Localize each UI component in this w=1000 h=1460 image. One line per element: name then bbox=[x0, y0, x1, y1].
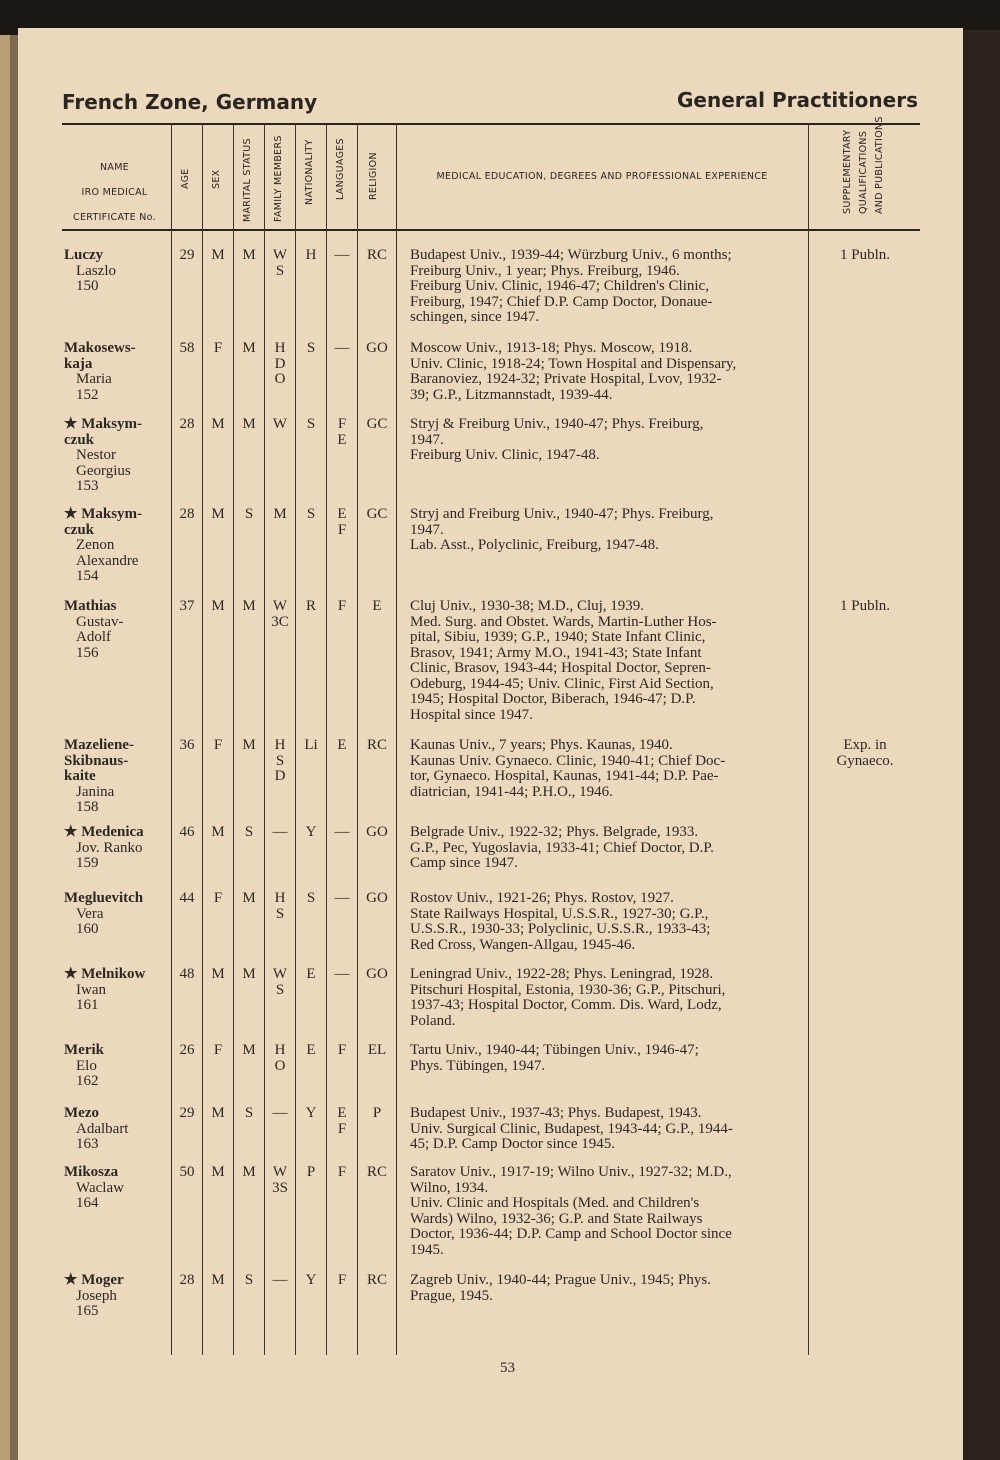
entry-nat: E bbox=[306, 966, 316, 982]
col-nationality: NATIONALITY bbox=[304, 139, 315, 205]
entry-age: 28 bbox=[179, 416, 195, 432]
entry-cert-no: 158 bbox=[76, 799, 99, 815]
col-family: FAMILY MEMBERS bbox=[273, 135, 284, 222]
col-supp3: AND PUBLICATIONS bbox=[874, 116, 885, 214]
entry-nat: R bbox=[305, 598, 316, 614]
entry-nat: Y bbox=[305, 1272, 317, 1288]
entry-education: Belgrade Univ., 1922-32; Phys. Belgrade, 1933. G.P., Pec, Yugoslavia, 1933-41; Chief Doctor, D.P. Camp since 1947. bbox=[410, 824, 714, 871]
entry-family: H S bbox=[274, 890, 286, 922]
entry-cert-no: 164 bbox=[76, 1195, 99, 1211]
entry-surname: Mathias bbox=[64, 598, 117, 614]
entry-given-name: Elo bbox=[76, 1057, 97, 1074]
col-name-line1: NAME bbox=[99, 162, 129, 173]
entry-age: 28 bbox=[179, 506, 195, 522]
entry-nat: E bbox=[306, 1042, 316, 1058]
book-spine bbox=[0, 35, 10, 1460]
entry-family: W S bbox=[272, 966, 288, 998]
entry-surname: Mezo bbox=[64, 1105, 99, 1121]
entry-name bbox=[64, 1273, 174, 1320]
entry-given-name: Iwan bbox=[76, 981, 106, 998]
entry-name bbox=[64, 1043, 174, 1090]
entry-education: Stryj and Freiburg Univ., 1940-47; Phys. Freiburg, 1947. Lab. Asst., Polyclinic, Freiburg, 1947-48. bbox=[410, 506, 714, 553]
entry-lang: — bbox=[334, 824, 350, 840]
entry-family: W bbox=[272, 416, 288, 432]
col-supp1: SUPPLEMENTARY bbox=[842, 129, 853, 214]
header-rule-top bbox=[62, 123, 920, 125]
entry-nat: P bbox=[306, 1164, 316, 1180]
entry-given-name: Maria bbox=[76, 371, 112, 387]
entry-education: Budapest Univ., 1939-44; Würzburg Univ., 6 months; Freiburg Univ., 1 year; Phys. Freiburg, 1946. Freiburg Univ. Clinic, 1946-47; Children's Clinic, Freiburg, 1947; Chief D.P. Camp Doctor, Donaue- schingen, since 1947. bbox=[410, 247, 732, 325]
category-title: General Practitioners bbox=[677, 88, 918, 112]
entry-name bbox=[64, 248, 174, 295]
entry-education: Budapest Univ., 1937-43; Phys. Budapest, 1943. Univ. Surgical Clinic, Budapest, 1943-44; G.P., 1944- 45; D.P. Camp Doctor since 1945. bbox=[410, 1105, 733, 1152]
entry-age: 50 bbox=[179, 1164, 195, 1180]
entry-age: 29 bbox=[179, 247, 195, 263]
entry-cert-no: 163 bbox=[76, 1136, 99, 1152]
entry-name bbox=[64, 1106, 174, 1153]
entry-marital: M bbox=[242, 247, 256, 263]
col-religion: RELIGION bbox=[368, 152, 379, 200]
entry-surname: Makosews- kaja bbox=[64, 340, 136, 372]
entry-name bbox=[64, 967, 174, 1014]
entry-lang: E F bbox=[337, 506, 347, 538]
entry-rel: P bbox=[372, 1105, 382, 1121]
col-name bbox=[62, 155, 167, 230]
entry-cert-no: 162 bbox=[76, 1073, 99, 1089]
entry-sex: F bbox=[213, 340, 223, 356]
entry-rel: GO bbox=[366, 890, 388, 906]
col-education: MEDICAL EDUCATION, DEGREES AND PROFESSIONAL EXPERIENCE bbox=[436, 171, 768, 182]
entry-supplementary: Exp. in Gynaeco. bbox=[836, 737, 894, 769]
entry-education: Rostov Univ., 1921-26; Phys. Rostov, 1927. State Railways Hospital, U.S.S.R., 1927-30; G.P., U.S.S.R., 1930-33; Polyclinic, U.S.S.R., 1933-43; Red Cross, Wangen-Allgau, 1945-46. bbox=[410, 890, 711, 953]
col-divider bbox=[396, 125, 397, 1355]
book-spine-shadow bbox=[10, 35, 18, 1460]
entry-sex: F bbox=[213, 737, 223, 753]
col-name-line3: CERTIFICATE No. bbox=[73, 212, 156, 223]
entry-given-name: Waclaw bbox=[76, 1179, 124, 1196]
entry-lang: — bbox=[334, 340, 350, 356]
entry-marital: S bbox=[244, 1272, 254, 1288]
entry-age: 44 bbox=[179, 890, 195, 906]
entry-surname: ★ Moger bbox=[64, 1272, 124, 1288]
entry-marital: M bbox=[242, 1164, 256, 1180]
entry-lang: F E bbox=[337, 416, 347, 448]
entry-surname: ★ Maksym- czuk bbox=[64, 416, 143, 448]
entry-nat: S bbox=[306, 506, 316, 522]
entry-surname: Merik bbox=[64, 1042, 104, 1058]
entry-given-name: Jov. Ranko bbox=[76, 839, 143, 856]
entry-marital: M bbox=[242, 966, 256, 982]
col-marital: MARITAL STATUS bbox=[242, 138, 253, 222]
entry-age: 37 bbox=[179, 598, 195, 614]
entry-given-name: Adalbart bbox=[76, 1120, 129, 1137]
entry-name bbox=[64, 825, 174, 872]
entry-nat: Y bbox=[305, 1105, 317, 1121]
entry-nat: S bbox=[306, 340, 316, 356]
entry-education: Tartu Univ., 1940-44; Tübingen Univ., 1946-47; Phys. Tübingen, 1947. bbox=[410, 1042, 699, 1074]
entry-marital: M bbox=[242, 416, 256, 432]
entry-given-name: Gustav- Adolf bbox=[76, 613, 124, 645]
entry-marital: M bbox=[242, 598, 256, 614]
entry-family: H O bbox=[274, 1042, 286, 1074]
col-sex: SEX bbox=[211, 169, 222, 189]
entry-sex: M bbox=[211, 966, 225, 982]
entry-supplementary: 1 Publn. bbox=[839, 598, 890, 614]
entry-education: Kaunas Univ., 7 years; Phys. Kaunas, 1940. Kaunas Univ. Gynaeco. Clinic, 1940-41; Chief Doc- tor, Gynaeco. Hospital, Kaunas, 1941-44; D.P. Pae- diatrician, 1941-44; P.H.O., 1946. bbox=[410, 737, 726, 800]
entry-family: — bbox=[272, 1105, 288, 1121]
entry-given-name: Joseph bbox=[76, 1287, 117, 1304]
entry-lang: E F bbox=[337, 1105, 347, 1137]
entry-cert-no: 153 bbox=[76, 478, 99, 494]
entry-surname: ★ Melnikow bbox=[64, 966, 146, 982]
entry-family: H D O bbox=[274, 340, 286, 387]
entry-marital: S bbox=[244, 1105, 254, 1121]
entry-surname: Luczy bbox=[64, 247, 104, 263]
entry-sex: M bbox=[211, 247, 225, 263]
col-languages: LANGUAGES bbox=[335, 138, 346, 200]
entry-education: Zagreb Univ., 1940-44; Prague Univ., 1945; Phys. Prague, 1945. bbox=[410, 1272, 711, 1304]
entry-sex: M bbox=[211, 416, 225, 432]
entry-rel: RC bbox=[366, 737, 387, 753]
entry-lang: E bbox=[337, 737, 347, 753]
page-edge bbox=[963, 30, 1000, 1460]
entry-surname: ★ Maksym- czuk bbox=[64, 506, 143, 538]
entry-sex: M bbox=[211, 824, 225, 840]
entry-lang: F bbox=[337, 598, 347, 614]
entry-sex: M bbox=[211, 1272, 225, 1288]
entry-surname: Mikosza bbox=[64, 1164, 119, 1180]
entry-education: Stryj & Freiburg Univ., 1940-47; Phys. Freiburg, 1947. Freiburg Univ. Clinic, 1947-48. bbox=[410, 416, 704, 463]
entry-name bbox=[64, 507, 174, 585]
entry-name bbox=[64, 891, 174, 938]
header-rule-bottom bbox=[62, 229, 920, 231]
col-divider bbox=[357, 125, 358, 1355]
entry-lang: F bbox=[337, 1164, 347, 1180]
col-supp2: QUALIFICATIONS bbox=[858, 130, 869, 214]
entry-rel: GO bbox=[366, 966, 388, 982]
entry-age: 26 bbox=[179, 1042, 195, 1058]
entry-cert-no: 160 bbox=[76, 921, 99, 937]
entry-rel: EL bbox=[367, 1042, 387, 1058]
entry-education: Saratov Univ., 1917-19; Wilno Univ., 1927-32; M.D., Wilno, 1934. Univ. Clinic and Hospitals (Med. and Children's Wards) Wilno, 1932-36; G.P. and State Railways Doctor, 1936-44; D.P. Camp and School Doctor since 1945. bbox=[410, 1164, 732, 1258]
entry-age: 46 bbox=[179, 824, 195, 840]
entry-age: 36 bbox=[179, 737, 195, 753]
entry-rel: GO bbox=[366, 824, 388, 840]
page-number: 53 bbox=[500, 1360, 515, 1376]
entry-family: — bbox=[272, 1272, 288, 1288]
entry-marital: M bbox=[242, 1042, 256, 1058]
entry-family: W S bbox=[272, 247, 288, 279]
entry-surname: ★ Medenica bbox=[64, 824, 144, 840]
entry-rel: RC bbox=[366, 247, 387, 263]
entry-marital: S bbox=[244, 824, 254, 840]
entry-marital: M bbox=[242, 890, 256, 906]
entry-cert-no: 152 bbox=[76, 386, 99, 403]
entry-rel: GC bbox=[366, 416, 388, 432]
entry-rel: E bbox=[372, 598, 382, 614]
entry-cert-no: 159 bbox=[76, 855, 99, 871]
entry-rel: RC bbox=[366, 1272, 387, 1288]
entry-family: W 3S bbox=[272, 1164, 288, 1196]
entry-rel: RC bbox=[366, 1164, 387, 1180]
entry-cert-no: 156 bbox=[76, 644, 99, 661]
entry-cert-no: 161 bbox=[76, 997, 99, 1013]
entry-education: Moscow Univ., 1913-18; Phys. Moscow, 1918. Univ. Clinic, 1918-24; Town Hospital and Dispensary, Baranoviez, 1924-32; Private Hospital, Lvov, 1932- 39; G.P., Litzmannstadt, 1939-44. bbox=[410, 340, 737, 403]
entry-lang: — bbox=[334, 247, 350, 263]
entry-marital: M bbox=[242, 737, 256, 753]
entry-name bbox=[64, 417, 174, 495]
entry-family: — bbox=[272, 824, 288, 840]
entry-cert-no: 165 bbox=[76, 1303, 99, 1319]
entry-given-name: Vera bbox=[76, 905, 104, 922]
entry-lang: F bbox=[337, 1042, 347, 1058]
entry-nat: S bbox=[306, 890, 316, 906]
entry-nat: Li bbox=[304, 737, 318, 753]
entry-given-name: Laszlo bbox=[76, 262, 116, 279]
entry-surname: Mazeliene- Skibnaus- kaite bbox=[64, 737, 134, 784]
entry-cert-no: 150 bbox=[76, 278, 99, 294]
entry-family: H S D bbox=[274, 737, 286, 784]
entry-age: 28 bbox=[179, 1272, 195, 1288]
entry-cert-no: 154 bbox=[76, 568, 99, 584]
col-age: AGE bbox=[180, 168, 191, 189]
entry-sex: M bbox=[211, 598, 225, 614]
entry-given-name: Zenon Alexandre bbox=[76, 537, 139, 569]
entry-lang: F bbox=[337, 1272, 347, 1288]
entry-marital: M bbox=[242, 340, 256, 356]
entry-age: 48 bbox=[179, 966, 195, 982]
entry-supplementary: 1 Publn. bbox=[839, 247, 890, 263]
entry-family: M bbox=[273, 506, 287, 522]
entry-family: W 3C bbox=[271, 598, 289, 630]
entry-marital: S bbox=[244, 506, 254, 522]
entry-nat: H bbox=[305, 247, 317, 263]
entry-nat: Y bbox=[305, 824, 317, 840]
entry-age: 58 bbox=[179, 340, 195, 356]
entry-nat: S bbox=[306, 416, 316, 432]
entry-sex: M bbox=[211, 1164, 225, 1180]
col-name-line2: IRO MEDICAL bbox=[81, 187, 148, 198]
section-title: French Zone, Germany bbox=[62, 90, 318, 114]
entry-rel: GO bbox=[366, 340, 388, 356]
entry-given-name: Nestor Georgius bbox=[76, 447, 131, 479]
entry-sex: M bbox=[211, 1105, 225, 1121]
entry-lang: — bbox=[334, 890, 350, 906]
entry-rel: GC bbox=[366, 506, 388, 522]
entry-lang: — bbox=[334, 966, 350, 982]
entry-surname: Megluevitch bbox=[64, 890, 144, 906]
entry-name bbox=[64, 1165, 174, 1212]
entry-name bbox=[64, 599, 174, 661]
entry-sex: F bbox=[213, 1042, 223, 1058]
entry-sex: F bbox=[213, 890, 223, 906]
entry-name bbox=[64, 738, 174, 816]
entry-name bbox=[64, 341, 174, 403]
entry-sex: M bbox=[211, 506, 225, 522]
entry-age: 29 bbox=[179, 1105, 195, 1121]
entry-education: Leningrad Univ., 1922-28; Phys. Leningrad, 1928. Pitschuri Hospital, Estonia, 1930-36; G.P., Pitschuri, 1937-43; Hospital Doctor, Comm. Dis. Ward, Lodz, Poland. bbox=[410, 966, 726, 1029]
entry-education: Cluj Univ., 1930-38; M.D., Cluj, 1939. Med. Surg. and Obstet. Wards, Martin-Luther Hos- pital, Sibiu, 1939; G.P., 1940; State Infant Clinic, Brasov, 1941; Army M.O., 1941-43; State Infant Clinic, Brasov, 1943-44; Hospital Doctor, Sepren- Odeburg, 1944-45; Univ. Clinic, First Aid Section, 1945; Hospital Doctor, Biberach, 1946-47; D.P. Hospital since 1947. bbox=[410, 598, 717, 723]
entry-given-name: Janina bbox=[76, 783, 115, 800]
